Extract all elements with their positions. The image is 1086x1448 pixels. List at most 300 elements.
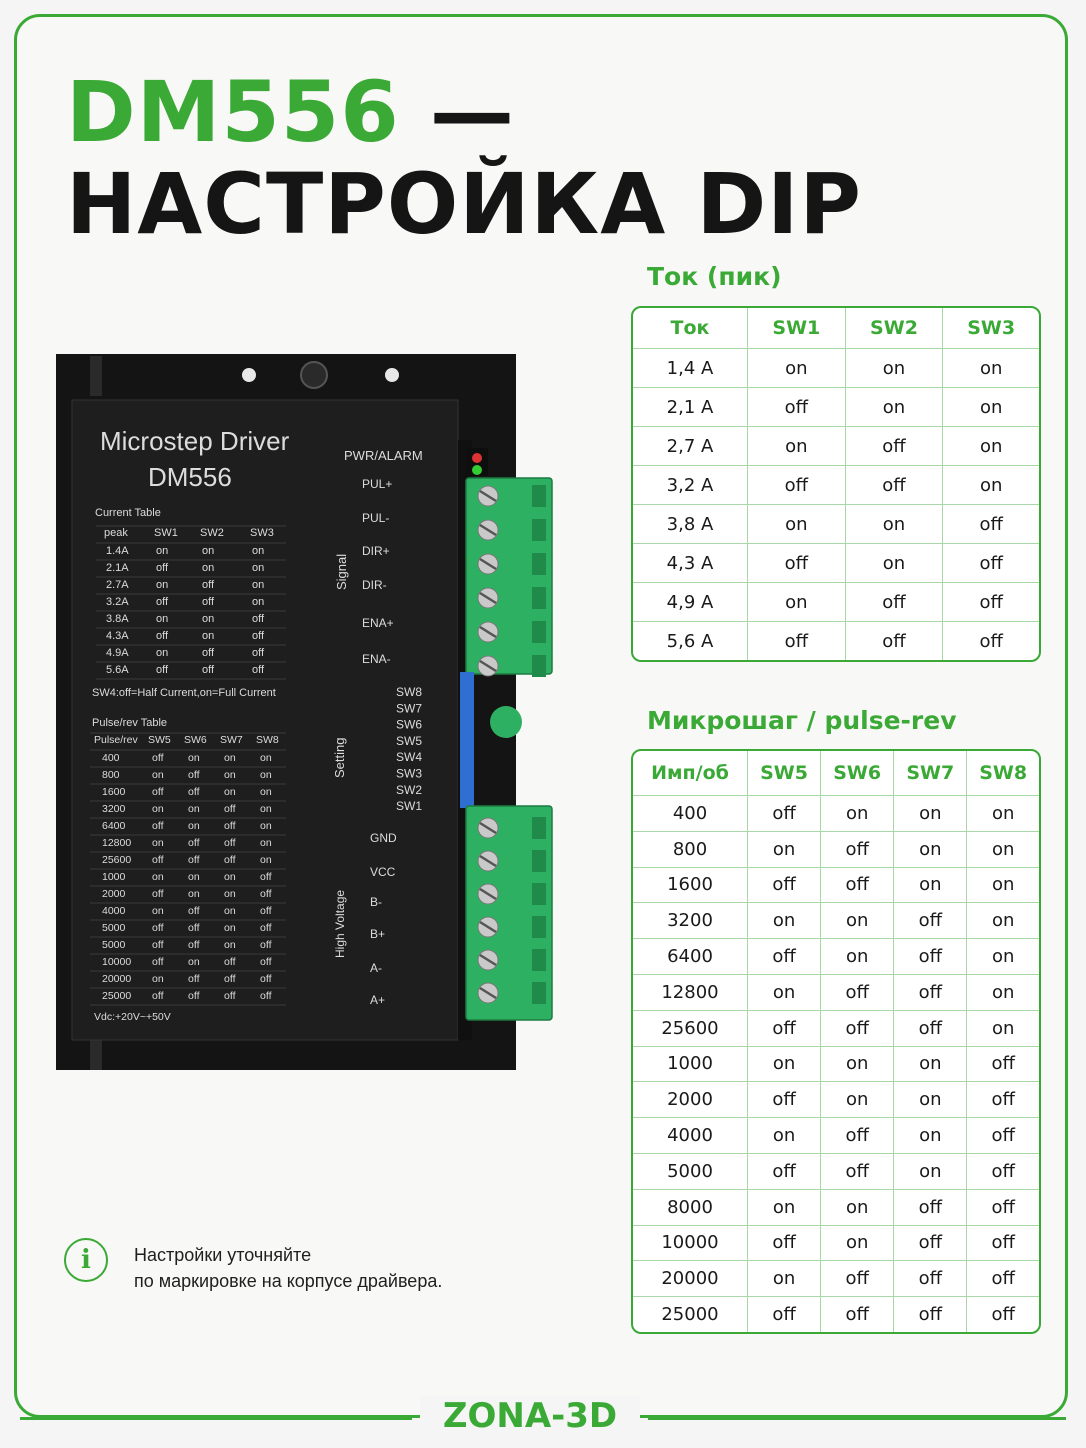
current-table-cell: off [943,583,1039,622]
driver-pulse-header: Pulse/rev [94,734,138,746]
current-table-cell: off [846,427,944,466]
table-row [633,1154,1039,1190]
microstep-table-cell: off [967,1118,1039,1154]
driver-current-header: peak [104,527,128,539]
driver-current-cell: 3.2A [106,596,129,608]
table-row [633,622,1039,660]
driver-pulse-cell: off [152,888,164,900]
driver-setting-label: Setting [332,737,347,778]
table-row [633,1190,1039,1226]
driver-pulse-cell: on [152,769,164,781]
current-table-cell: 5,6 A [633,622,748,660]
current-table-header-cell: Ток [633,308,748,349]
current-table-cell: on [748,583,846,622]
current-table-cell: 4,3 A [633,544,748,583]
driver-hv-pin: B- [370,895,382,909]
driver-current-cell: off [252,664,265,676]
driver-current-cell: 2.1A [106,562,129,574]
microstep-table-cell: off [894,1011,967,1047]
microstep-table-cell: on [894,868,967,904]
driver-pulse-header: SW8 [256,734,279,746]
driver-pulse-cell: 4000 [102,905,126,917]
driver-pulse-cell: off [188,786,200,798]
driver-current-cell: on [252,562,265,574]
table-row [633,1118,1039,1154]
driver-pulse-cell: off [188,990,200,1002]
microstep-table-cell: off [748,939,821,975]
driver-pulse-cell: off [152,990,164,1002]
current-table-cell: on [943,349,1039,388]
table-row [633,466,1039,505]
driver-current-cell: on [156,613,169,625]
driver-pulse-cell: on [260,786,272,798]
current-table-cell: off [943,505,1039,544]
microstep-table-cell: on [894,832,967,868]
driver-signal-pin: ENA+ [362,616,394,630]
microstep-table-cell: 25600 [633,1011,748,1047]
microstep-table-cell: off [748,1154,821,1190]
driver-pulse-cell: on [188,888,200,900]
note-box [64,1238,442,1294]
microstep-table-cell: off [821,1011,894,1047]
driver-hv-pin: A- [370,961,382,975]
current-table-cell: on [846,388,944,427]
driver-pulse-cell: off [224,854,236,866]
microstep-table-cell: on [748,1261,821,1297]
current-table-cell: 2,7 A [633,427,748,466]
microstep-table-header-cell: SW7 [894,751,967,796]
current-table-cell: 1,4 A [633,349,748,388]
microstep-table-cell: on [894,796,967,832]
driver-hv-label: High Voltage [333,889,347,958]
microstep-table-cell: off [748,1226,821,1262]
driver-pulse-cell: off [188,939,200,951]
driver-pulse-cell: off [260,905,272,917]
current-table-cell: 3,8 A [633,505,748,544]
microstep-table-cell: 25000 [633,1297,748,1332]
current-table-cell: off [846,622,944,660]
microstep-table-cell: on [967,1011,1039,1047]
microstep-table-cell: on [748,832,821,868]
microstep-table-cell: off [967,1154,1039,1190]
microstep-table-cell: off [821,1261,894,1297]
current-table-cell: on [846,544,944,583]
footer-line-right [648,1417,1066,1420]
microstep-table-cell: on [748,975,821,1011]
driver-pulse-cell: off [152,854,164,866]
microstep-table-cell: on [894,1154,967,1190]
driver-current-cell: on [252,596,265,608]
driver-pulse-cell: off [224,990,236,1002]
microstep-table-cell: on [967,903,1039,939]
driver-current-cell: off [202,596,215,608]
microstep-table-cell: off [894,1226,967,1262]
microstep-table-cell: off [748,796,821,832]
driver-setting-switch: SW3 [396,766,423,781]
driver-current-cell: 2.7A [106,579,129,591]
table-row [633,1297,1039,1332]
power-led [472,465,482,475]
driver-pulse-cell: off [260,888,272,900]
table-row [633,583,1039,622]
driver-pulse-cell: 5000 [102,922,126,934]
current-table-header [633,308,1039,349]
driver-pulse-cell: on [152,905,164,917]
driver-pulse-cell: on [224,905,236,917]
driver-signal-pin: DIR+ [362,544,390,558]
driver-pulse-cell: off [188,769,200,781]
driver-pulse-cell: on [188,820,200,832]
info-icon: i [64,1238,108,1282]
microstep-table-cell: off [748,1011,821,1047]
title-subtitle: НАСТРОЙКА DIP [66,155,862,253]
driver-current-cell: on [156,647,169,659]
driver-pulse-cell: off [188,905,200,917]
microstep-table-cell: on [748,1118,821,1154]
current-table-cell: off [979,630,1003,652]
driver-pulse-cell: off [152,786,164,798]
driver-pulse-cell: off [260,922,272,934]
table-row [633,796,1039,832]
microstep-table-cell: 3200 [633,903,748,939]
driver-current-cell: off [202,664,215,676]
driver-pulse-cell: 3200 [102,803,126,815]
table-row [633,388,1039,427]
microstep-table-cell: on [821,796,894,832]
driver-hv-pin: B+ [370,927,386,941]
driver-pulse-header: SW7 [220,734,243,746]
current-table-cell: on [846,349,944,388]
microstep-table-cell: off [894,903,967,939]
driver-current-cell: on [252,579,265,591]
microstep-table-cell: on [894,1118,967,1154]
microstep-table-cell: on [821,939,894,975]
table-row [633,349,1039,388]
driver-signal-label: Signal [334,553,349,590]
driver-hv-pin: VCC [370,865,396,879]
driver-current-cell: off [252,630,265,642]
driver-pulse-cell: on [188,752,200,764]
screw-hole-right [385,368,399,382]
driver-pulse-header: SW6 [184,734,207,746]
title-model: DM556 [66,63,400,161]
microstep-table-cell: 6400 [633,939,748,975]
driver-pulse-cell: on [224,752,236,764]
microstep-table-cell: 12800 [633,975,748,1011]
driver-pulse-cell: 800 [102,769,120,781]
microstep-table-cell: 8000 [633,1190,748,1226]
driver-current-cell: off [202,647,215,659]
driver-current-cell: off [252,647,265,659]
table-row [633,975,1039,1011]
driver-current-cell: on [156,545,169,557]
driver-setting-switch: SW8 [396,685,423,699]
note-line-2: по маркировке на корпусе драйвера. [134,1271,443,1291]
driver-current-cell: 3.8A [106,613,129,625]
driver-current-cell: 1.4A [106,545,129,557]
driver-pulse-cell: on [152,973,164,985]
microstep-table-cell: on [821,1226,894,1262]
driver-pulse-cell: 25600 [102,854,132,866]
driver-signal-pin: ENA- [362,652,391,666]
current-table-cell: off [943,544,1039,583]
driver-current-header: SW1 [154,527,178,539]
driver-current-cell: on [252,545,265,557]
driver-pulse-cell: off [188,854,200,866]
table-row [633,1047,1039,1083]
driver-pulse-cell: on [224,939,236,951]
current-table-cell: on [748,349,846,388]
current-table-cell: off [748,622,846,660]
microstep-table-title: Микрошаг / pulse-rev [647,706,957,735]
driver-setting-switch: SW6 [396,717,423,732]
driver-setting-switch: SW5 [396,733,423,748]
current-table-header-cell: SW1 [748,308,846,349]
driver-pwr-alarm-label: PWR/ALARM [344,448,423,463]
driver-pulse-cell: on [260,803,272,815]
table-row [633,505,1039,544]
microstep-table-cell: off [894,1297,967,1332]
driver-pulse-cell: off [188,837,200,849]
microstep-table-cell: on [748,1190,821,1226]
driver-hv-pin: GND [370,831,397,845]
driver-current-cell: 4.9A [106,647,129,659]
current-table-cell: 2,1 A [633,388,748,427]
microstep-table-cell: off [894,1261,967,1297]
microstep-table-cell: 1600 [633,868,748,904]
driver-pulse-cell: off [224,803,236,815]
table-row [633,1082,1039,1118]
driver-pulse-cell: off [260,973,272,985]
current-table-cell: off [846,466,944,505]
driver-vdc-label: Vdc:+20V~+50V [94,1011,171,1023]
current-table-header-cell: SW3 [943,308,1039,349]
driver-pulse-cell: on [152,871,164,883]
current-table-cell: 4,9 A [633,583,748,622]
driver-pulse-cell: on [224,922,236,934]
current-table-cell: off [748,544,846,583]
driver-pulse-cell: on [224,786,236,798]
microstep-table-cell: off [967,1226,1039,1262]
current-table-cell: off [846,583,944,622]
driver-current-cell: off [202,579,215,591]
driver-setting-switch: SW7 [396,701,423,716]
driver-pulse-cell: off [152,956,164,968]
driver-current-cell: on [156,579,169,591]
signal-terminal-block [466,478,552,674]
microstep-table [631,749,1041,1334]
table-row [633,1261,1039,1297]
driver-current-cell: off [252,613,265,625]
microstep-table-cell: 400 [633,796,748,832]
microstep-table-cell: off [894,939,967,975]
driver-pulse-cell: off [260,990,272,1002]
driver-current-header: SW2 [200,527,224,539]
driver-brand-line-1: Microstep Driver [100,426,290,456]
microstep-table-cell: off [748,1297,821,1332]
table-row [633,427,1039,466]
current-table-cell: 3,2 A [633,466,748,505]
driver-pulse-cell: on [188,871,200,883]
current-table-cell: off [748,388,846,427]
driver-pulse-cell: off [188,973,200,985]
microstep-table-cell: off [821,1118,894,1154]
driver-sw4-note: SW4:off=Half Current,on=Full Current [92,687,276,699]
microstep-table-cell: 5000 [633,1154,748,1190]
title-dash: — [429,63,515,161]
driver-current-table-title: Current Table [95,507,161,519]
current-table-header-cell: SW2 [846,308,944,349]
driver-pulse-header: SW5 [148,734,171,746]
microstep-table-header-cell: Имп/об [633,751,748,796]
driver-pulse-table-title: Pulse/rev Table [92,717,168,729]
footer-brand: ZONA-3D [420,1396,640,1436]
driver-pulse-cell: on [224,871,236,883]
driver-current-cell: on [202,613,215,625]
current-table [631,306,1041,662]
microstep-table-cell: on [748,1047,821,1083]
potentiometer [490,706,522,738]
microstep-table-cell: off [821,1297,894,1332]
driver-pulse-cell: on [260,837,272,849]
table-row [633,1226,1039,1262]
driver-pulse-cell: off [152,752,164,764]
dip-switch [460,672,474,808]
driver-setting-switch: SW4 [396,750,423,765]
screw-hole-left [242,368,256,382]
microstep-table-header-cell: SW6 [821,751,894,796]
driver-pulse-cell: off [224,973,236,985]
driver-pulse-cell: off [188,922,200,934]
current-table-cell: on [846,505,944,544]
note-line-1: Настройки уточняйте [134,1245,312,1265]
driver-pulse-cell: off [152,820,164,832]
current-table-cell: on [748,505,846,544]
driver-current-cell: 4.3A [106,630,129,642]
microstep-table-cell: off [967,1082,1039,1118]
microstep-table-cell: on [821,1190,894,1226]
driver-pulse-cell: off [224,820,236,832]
microstep-table-cell: off [821,1154,894,1190]
driver-pulse-cell: 6400 [102,820,126,832]
microstep-table-cell: off [967,1190,1039,1226]
mount-slot-top [90,356,102,396]
driver-pulse-cell: 25000 [102,990,132,1002]
current-table-cell: off [748,466,846,505]
driver-current-cell: off [156,630,169,642]
driver-pulse-cell: on [260,769,272,781]
driver-pulse-cell: off [260,871,272,883]
table-row [633,939,1039,975]
driver-pulse-cell: off [224,837,236,849]
microstep-table-header-cell: SW8 [967,751,1039,796]
microstep-table-header [633,751,1039,796]
driver-current-cell: off [156,596,169,608]
microstep-table-cell: 800 [633,832,748,868]
driver-pulse-cell: off [260,939,272,951]
driver-brand-line-2: DM556 [148,462,232,492]
microstep-table-cell: off [894,975,967,1011]
microstep-table-cell: off [967,1047,1039,1083]
microstep-table-cell: 10000 [633,1226,748,1262]
microstep-table-cell: off [991,1304,1015,1326]
table-row [633,832,1039,868]
microstep-table-cell: on [967,868,1039,904]
microstep-table-cell: 20000 [633,1261,748,1297]
driver-pulse-cell: 20000 [102,973,132,985]
microstep-table-cell: off [748,868,821,904]
driver-pulse-cell: on [260,820,272,832]
driver-pulse-cell: on [260,752,272,764]
table-row [633,1011,1039,1047]
driver-illustration [54,350,554,1080]
driver-current-cell: 5.6A [106,664,129,676]
driver-signal-pin: PUL+ [362,477,393,491]
driver-signal-pin: PUL- [362,511,390,525]
microstep-table-cell: off [967,1261,1039,1297]
driver-current-cell: on [202,630,215,642]
alarm-led [472,453,482,463]
microstep-table-cell: off [748,1082,821,1118]
microstep-table-cell: off [894,1190,967,1226]
driver-pulse-cell: on [152,803,164,815]
driver-pulse-cell: off [152,922,164,934]
driver-pulse-cell: 12800 [102,837,132,849]
microstep-table-header-cell: SW5 [748,751,821,796]
driver-pulse-cell: on [224,888,236,900]
driver-signal-pin: DIR- [362,578,387,592]
driver-pulse-cell: 5000 [102,939,126,951]
driver-pulse-cell: off [152,939,164,951]
footer-line-left [20,1417,412,1420]
driver-pulse-cell: on [152,837,164,849]
microstep-table-cell: on [894,1047,967,1083]
driver-setting-switch: SW2 [396,782,423,797]
microstep-table-cell: on [894,1082,967,1118]
driver-pulse-cell: on [188,956,200,968]
driver-pulse-cell: off [260,956,272,968]
screw-head [301,362,327,388]
current-table-cell: on [943,388,1039,427]
table-row [633,868,1039,904]
driver-current-cell: on [202,562,215,574]
microstep-table-cell: on [821,1047,894,1083]
driver-current-cell: on [202,545,215,557]
microstep-table-cell: on [967,832,1039,868]
microstep-table-cell: on [967,939,1039,975]
driver-pulse-cell: 400 [102,752,120,764]
microstep-table-cell: on [748,903,821,939]
current-table-cell: on [943,466,1039,505]
microstep-table-cell: 1000 [633,1047,748,1083]
driver-hv-pin: A+ [370,993,386,1007]
microstep-table-cell: 2000 [633,1082,748,1118]
driver-setting-switch: SW1 [396,799,423,814]
table-row [633,544,1039,583]
page-title [66,63,862,253]
microstep-table-cell: on [967,975,1039,1011]
microstep-table-cell: off [821,868,894,904]
driver-pulse-cell: 1600 [102,786,126,798]
driver-current-cell: off [156,562,169,574]
microstep-table-cell: off [821,832,894,868]
driver-pulse-cell: 10000 [102,956,132,968]
microstep-table-cell: on [821,1082,894,1118]
microstep-table-cell: off [821,975,894,1011]
driver-pulse-cell: on [188,803,200,815]
current-table-title: Ток (пик) [647,262,782,291]
table-row [633,903,1039,939]
